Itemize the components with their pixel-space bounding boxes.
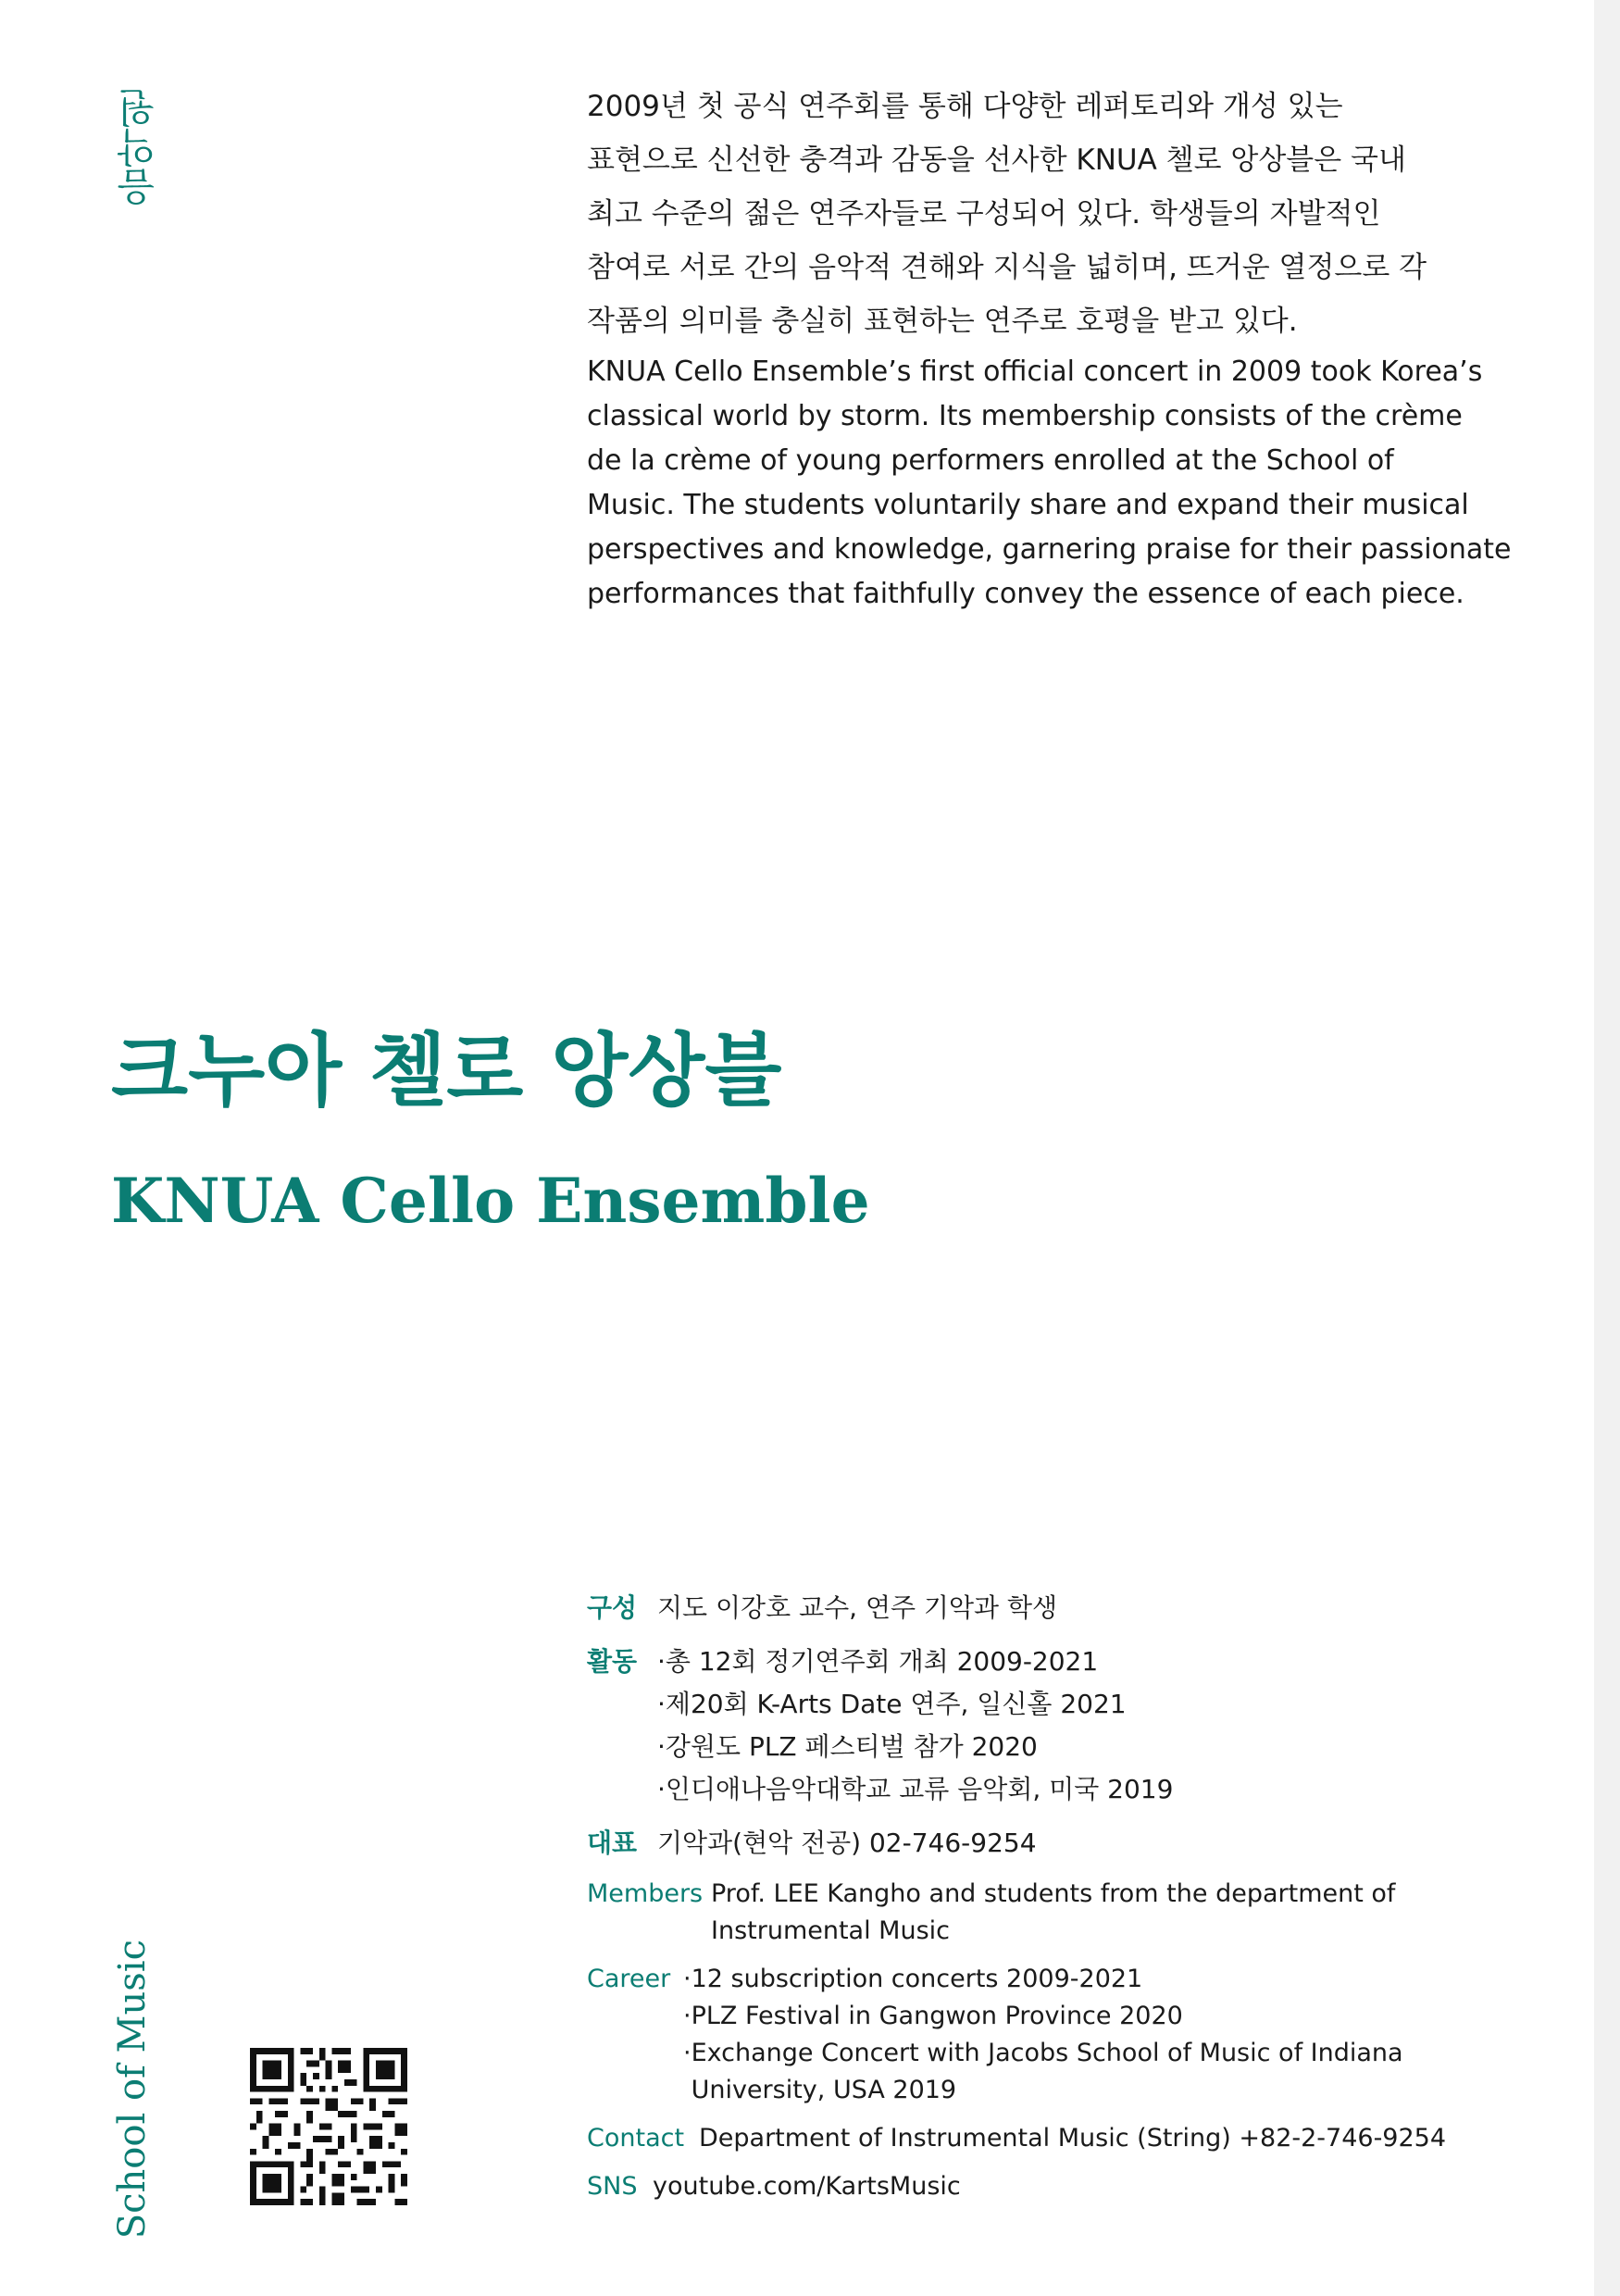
intro-ko-line: 표현으로 신선한 충격과 감동을 선사한 KNUA 첼로 앙상블은 국내: [587, 144, 1406, 177]
info-label: 대표: [587, 1828, 638, 1858]
info-value: Prof. LEE Kangho and students from the department of: [711, 1879, 1396, 1908]
info-label: SNS: [587, 2172, 638, 2201]
qr-code[interactable]: [250, 2048, 407, 2205]
info-value: Department of Instrumental Music (String) +82-2-746-9254: [699, 2124, 1447, 2152]
info-ko-contact: [587, 1822, 1587, 1865]
info-en-career: [587, 1961, 1587, 2109]
sns-link[interactable]: youtube.com/KartsMusic: [653, 2172, 961, 2201]
info-en-members: [587, 1876, 1587, 1950]
intro-en-line: performances that faithfully convey the essence of each piece.: [587, 578, 1464, 610]
intro-en-line: perspectives and knowledge, garnering praise for their passionate: [587, 533, 1512, 566]
info-label: 활동: [587, 1646, 638, 1677]
info-label: Contact: [587, 2124, 685, 2152]
career-item: ·인디애나음악대학교 교류 음악회, 미국 2019: [657, 1774, 1174, 1804]
career-item: University, USA 2019: [683, 2076, 957, 2104]
info-label: Members: [587, 1879, 704, 1908]
page-title-korean: 크누아 첼로 앙상블: [111, 1024, 782, 1117]
info-value: 기악과(현악 전공) 02-746-9254: [657, 1828, 1037, 1858]
career-item: ·제20회 K-Arts Date 연주, 일신홀 2021: [657, 1689, 1127, 1719]
career-item: ·총 12회 정기연주회 개최 2009-2021: [657, 1646, 1099, 1677]
info-en-contact: [587, 2120, 1587, 2157]
career-item: ·강원도 PLZ 페스티벌 참가 2020: [657, 1731, 1038, 1762]
intro-en-line: Music. The students voluntarily share and expand their musical: [587, 489, 1469, 521]
info-en-sns: [587, 2168, 1587, 2205]
info-ko-members: [587, 1587, 1587, 1629]
page-title-english: KNUA Cello Ensemble: [111, 1165, 870, 1237]
career-item: ·12 subscription concerts 2009-2021: [683, 1965, 1143, 1993]
intro-en-line: classical world by storm. Its membership consists of the crème: [587, 400, 1463, 432]
intro-ko-line: 참여로 서로 간의 음악적 견해와 지식을 넓히며, 뜨거운 열정으로 각: [587, 251, 1427, 284]
intro-ko-line: 최고 수준의 젊은 연주자들로 구성되어 있다. 학생들의 자발적인: [587, 197, 1381, 231]
page-edge-strip: [1594, 0, 1620, 2296]
info-label: Career: [587, 1965, 671, 1993]
ensemble-info: [587, 1587, 1587, 2205]
info-label: 구성: [587, 1592, 638, 1623]
info-value: 지도 이강호 교수, 연주 기악과 학생: [657, 1592, 1058, 1623]
side-label-school-en: School of Music: [111, 1940, 154, 2240]
intro-english: [587, 350, 1522, 617]
intro-en-line: KNUA Cello Ensemble’s first official concert in 2009 took Korea’s: [587, 356, 1483, 388]
info-ko-career: [587, 1641, 1587, 1811]
career-item: ·Exchange Concert with Jacobs School of Music of Indiana: [683, 2039, 1403, 2067]
intro-ko-line: 2009년 첫 공식 연주회를 통해 다양한 레퍼토리와 개성 있는: [587, 90, 1343, 123]
intro-ko-line: 작품의 의미를 충실히 표현하는 연주로 호평을 받고 있다.: [587, 305, 1298, 338]
side-label-school-ko: 음악원: [116, 88, 161, 207]
info-value: Instrumental Music: [711, 1916, 951, 1945]
career-item: ·PLZ Festival in Gangwon Province 2020: [683, 2002, 1183, 2030]
intro-korean: [587, 80, 1513, 348]
intro-en-line: de la crème of young performers enrolled at the School of: [587, 444, 1394, 477]
